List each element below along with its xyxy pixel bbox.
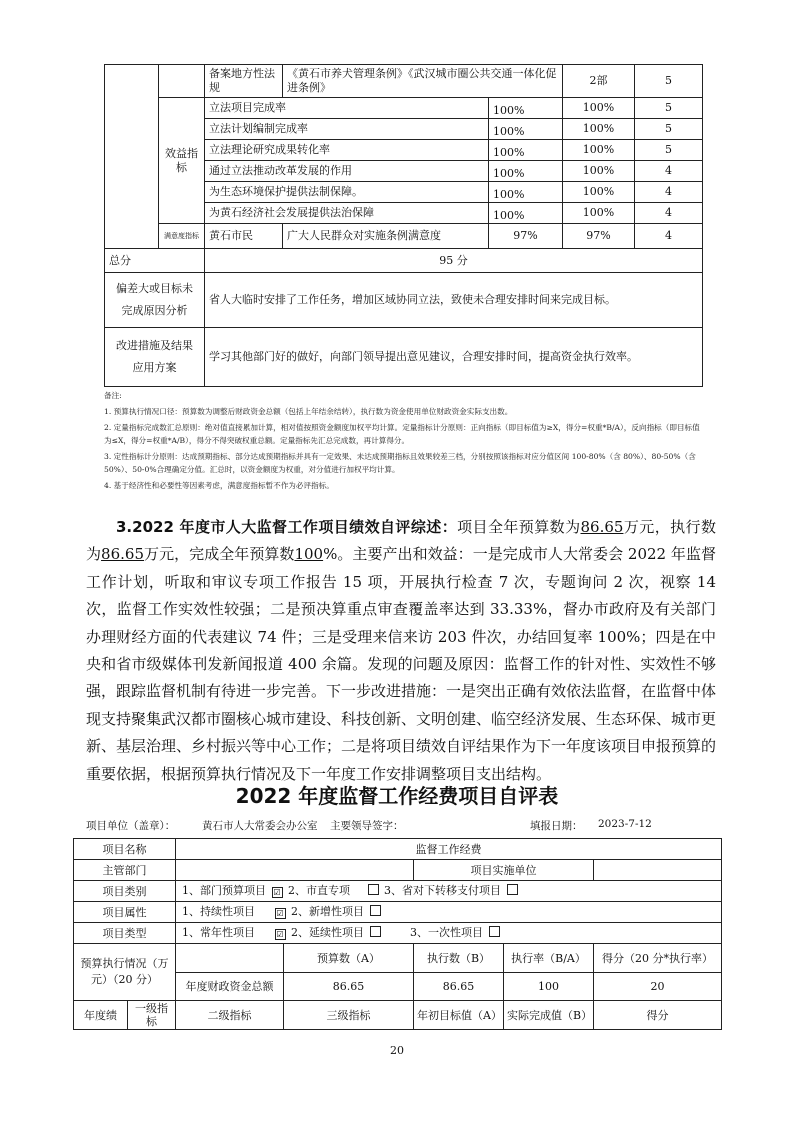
- checkbox-checked[interactable]: ☑: [273, 888, 281, 897]
- target-header: 年初目标值（A）: [414, 1001, 504, 1030]
- benefit-score: 5: [635, 140, 703, 161]
- table-row: [74, 881, 722, 902]
- benefit-score: 4: [635, 161, 703, 182]
- benefit-actual: 100%: [563, 203, 635, 224]
- benefit-score: 5: [635, 98, 703, 119]
- benefit-name: 立法项目完成率: [205, 98, 489, 119]
- deviation-text: 省人大临时安排了工作任务，增加区域协同立法，致使未合理安排时间来完成目标。: [205, 273, 703, 328]
- table-row: [74, 1001, 722, 1030]
- satisfaction-score: 4: [635, 224, 703, 249]
- budget-value: 86.65: [284, 973, 414, 1001]
- summary-text: %。主要产出和效益：一是完成市人大常委会 2022 年监督工作计划，听取和审议专项工作报告 15 项，开展执行检查 7 次，专题询问 2 次，视察 14 次，监督工作实效性较强；二是预决算重点审查覆盖率达到 33.33%，督办市政府及有关部门办理财经方面的代表建议 74 件；三是受理来信来访 203 件次，办结回复率 100%；四是在中央和省市级媒体刊发新闻报道 400 余篇。发现的问题及原因：监督工作的针对性、实效性不够强，跟踪监督机制有待进一步完善。下一步改进措施：一是突出正确有效依法监督，在监督中体现支持聚集武汉都市圈核心城市建设、科技创新、文明创建、临空经济发展、生态环保、城市更新、基层治理、乡村振兴等中心工作；二是将项目绩效自评结果作为下一年度该项目申报预算的重要依据，根据预算执行情况及下一年度工作安排调整项目支出结构。: [86, 545, 717, 783]
- benefit-label: 效益指标: [159, 98, 205, 224]
- table-row: [105, 65, 703, 98]
- dept-label: 主管部门: [74, 860, 176, 881]
- checkbox-checked[interactable]: ☑: [276, 930, 284, 939]
- type-option: 2、延续性项目: [291, 926, 364, 939]
- evaluation-table-continued: [104, 64, 703, 387]
- impl-label: 项目实施单位: [414, 860, 594, 881]
- budget-header: 预算数（A）: [284, 944, 414, 973]
- table-row: [105, 249, 703, 273]
- table-row: [105, 328, 703, 387]
- benefit-target: 100%: [489, 98, 563, 119]
- page-number: 20: [390, 1044, 404, 1057]
- checkbox-unchecked[interactable]: [368, 884, 379, 895]
- satisfaction-actual: 97%: [563, 224, 635, 249]
- benefit-score: 5: [635, 119, 703, 140]
- benefit-actual: 100%: [563, 161, 635, 182]
- unit-label: 项目单位（盖章）：: [86, 820, 176, 832]
- note-item: 1. 预算执行情况口径：预算数为调整后财政资金总额（包括上年结余结转），执行数为资金使用单位财政资金实际支出数。: [104, 407, 513, 416]
- checkbox-unchecked[interactable]: [370, 926, 381, 937]
- benefit-target: 100%: [489, 140, 563, 161]
- budget-value: 86.65: [580, 518, 624, 536]
- table-row: [74, 839, 722, 860]
- l2-header: 二级指标: [176, 1001, 284, 1030]
- form-title: 2022 年度监督工作经费项目自评表: [235, 784, 559, 808]
- note-item: 2. 定量指标完成数汇总原则：绝对值直接累加计算，相对值按照资金额度加权平均计算。定量指标计分原则：正向指标（即目标值为≥X，得分=权重*B/A），反向指标（即目标值为≤X，得分=权重*A/B），得分不得突破权重总额。定量指标先汇总完成数，再计算得分。: [104, 423, 700, 445]
- benefit-target: 100%: [489, 203, 563, 224]
- benefit-name: 通过立法推动改革发展的作用: [205, 161, 489, 182]
- table-row: [74, 923, 722, 944]
- benefit-actual: 100%: [563, 182, 635, 203]
- summary-heading: 3.2022 年度市人大监督工作项目绩效自评综述：: [116, 518, 458, 536]
- satisfaction-l2: 黄石市民: [205, 224, 283, 249]
- notes-heading: 备注:: [104, 391, 122, 400]
- benefit-target: 100%: [489, 161, 563, 182]
- benefit-actual: 100%: [563, 119, 635, 140]
- benefit-actual: 100%: [563, 98, 635, 119]
- filing-label: 备案地方性法规: [205, 65, 283, 98]
- summary-text: 万元，执行数为: [86, 518, 716, 564]
- summary-text: 项目全年预算数为: [457, 518, 581, 536]
- category-option: 3、省对下转移支付项目: [384, 884, 501, 897]
- summary-paragraph: [86, 514, 716, 788]
- category-option: 2、市直专项: [288, 884, 350, 897]
- filing-desc: 《黄石市养犬管理条例》《武汉城市圈公共交通一体化促进条例》: [283, 65, 563, 98]
- exec-value: 86.65: [414, 973, 504, 1001]
- attr-option: 1、持续性项目: [182, 905, 255, 918]
- self-evaluation-form: [73, 838, 722, 1030]
- category-label: 项目类别: [74, 881, 176, 902]
- table-row: [74, 860, 722, 881]
- benefit-target: 100%: [489, 182, 563, 203]
- notes: [104, 389, 704, 492]
- exec-value: 86.65: [101, 545, 144, 564]
- checkbox-unchecked[interactable]: [489, 926, 500, 937]
- category-option: 1、部门预算项目: [182, 884, 266, 897]
- table-row: [105, 224, 703, 249]
- exec-label: 预算执行情况（万元）（20 分）: [74, 944, 176, 1001]
- total-value: 95 分: [205, 249, 703, 273]
- satisfaction-target: 97%: [489, 224, 563, 249]
- satisfaction-l3: 广大人民群众对实施条例满意度: [283, 224, 489, 249]
- deviation-label: 偏差大或目标未完成原因分析: [105, 273, 205, 328]
- improve-label: 改进措施及结果应用方案: [105, 328, 205, 387]
- actual-header: 实际完成值（B）: [504, 1001, 594, 1030]
- type-option: 3、一次性项目: [410, 926, 483, 939]
- rate-value: 100: [504, 973, 594, 1001]
- goal-label: 年度绩: [74, 1001, 128, 1030]
- attr-option: 2、新增性项目: [291, 905, 364, 918]
- date-value: 2023-7-12: [598, 818, 652, 830]
- date-label: 填报日期：: [530, 820, 583, 832]
- total-label: 总分: [105, 249, 205, 273]
- name-label: 项目名称: [74, 839, 176, 860]
- l3-header: 三级指标: [284, 1001, 414, 1030]
- checkbox-checked[interactable]: ☑: [276, 909, 284, 918]
- table-row: [74, 944, 722, 973]
- name-value: 监督工作经费: [176, 839, 722, 860]
- checkbox-unchecked[interactable]: [507, 884, 518, 895]
- benefit-name: 立法理论研究成果转化率: [205, 140, 489, 161]
- filing-score: 5: [635, 65, 703, 98]
- satisfaction-label: 满意度指标: [159, 224, 205, 249]
- benefit-score: 4: [635, 203, 703, 224]
- score-value: 20: [594, 973, 722, 1001]
- rate-header: 执行率（B/A）: [504, 944, 594, 973]
- improve-text: 学习其他部门好的做好，向部门领导提出意见建议，合理安排时间，提高资金执行效率。: [205, 328, 703, 387]
- attr-label: 项目属性: [74, 902, 176, 923]
- score-header: 得分（20 分*执行率）: [594, 944, 722, 973]
- summary-text: 万元，完成全年预算数: [144, 545, 295, 564]
- note-item: 4. 基于经济性和必要性等因素考虑，满意度指标暂不作为必评指标。: [104, 481, 334, 490]
- type-label: 项目类型: [74, 923, 176, 944]
- rate-value: 100: [294, 545, 324, 564]
- fund-label: 年度财政资金总额: [176, 973, 284, 1001]
- table-row: [105, 98, 703, 119]
- leader-label: 主要领导签字：: [330, 820, 404, 832]
- benefit-name: 为生态环境保护提供法制保障。: [205, 182, 489, 203]
- type-option: 1、常年性项目: [182, 926, 255, 939]
- exec-header: 执行数（B）: [414, 944, 504, 973]
- benefit-name: 立法计划编制完成率: [205, 119, 489, 140]
- impl-value: [594, 860, 722, 881]
- table-row: [105, 273, 703, 328]
- benefit-name: 为黄石经济社会发展提供法治保障: [205, 203, 489, 224]
- unit-value: 黄石市人大常委会办公室: [202, 820, 318, 832]
- filing-actual: 2部: [563, 65, 635, 98]
- l1-header: 一级指标: [128, 1001, 176, 1030]
- checkbox-unchecked[interactable]: [370, 905, 381, 916]
- benefit-score: 4: [635, 182, 703, 203]
- note-item: 3. 定性指标计分原则：达成预期指标、部分达成预期指标并具有一定效果、未达成预期指标且效果较差三档，分别按照该指标对应分值区间 100-80%（含 80%）、80-50%（含 50%）、50-0%合理确定分值。汇总时，以资金额度为权重，对分值进行加权平均计算。: [104, 452, 696, 474]
- dept-value: [176, 860, 414, 881]
- benefit-target: 100%: [489, 119, 563, 140]
- table-row: [74, 902, 722, 923]
- score2-header: 得分: [594, 1001, 722, 1030]
- benefit-actual: 100%: [563, 140, 635, 161]
